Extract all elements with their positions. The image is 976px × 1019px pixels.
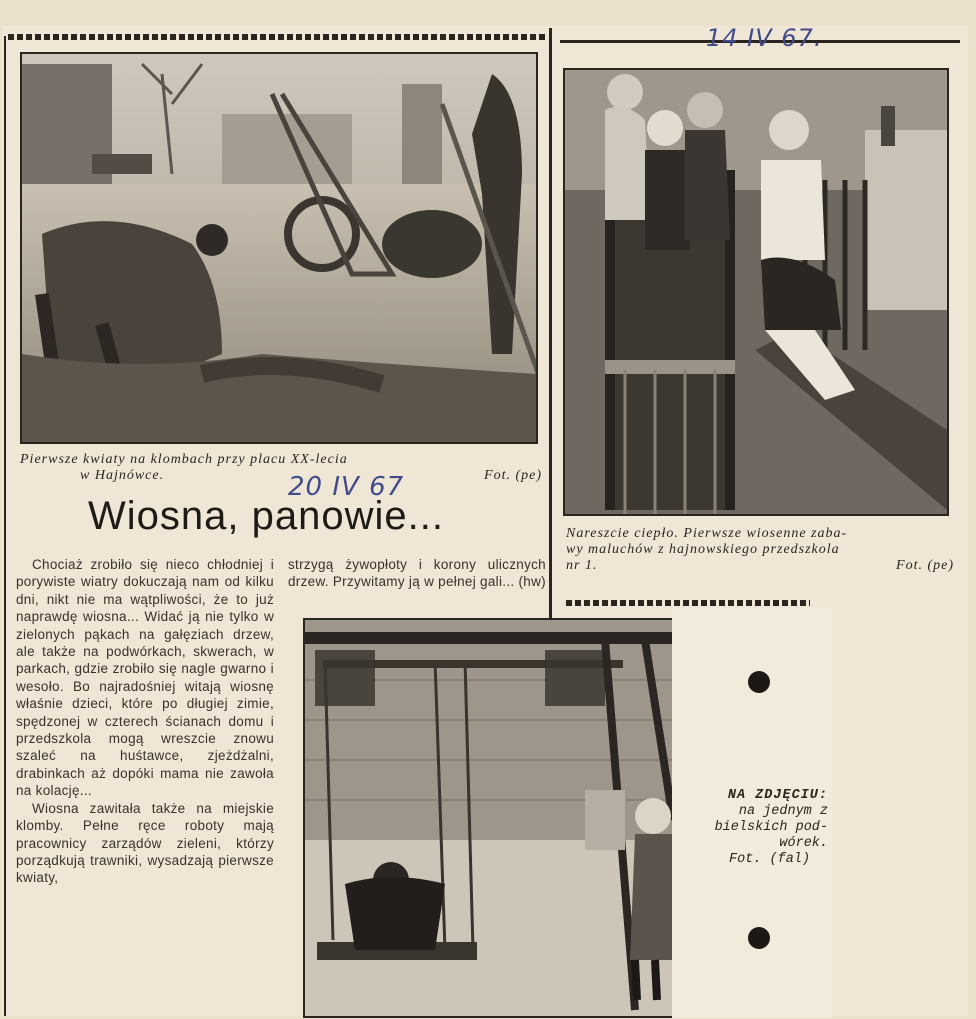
handwritten-date-mid: 20 IV 67 — [288, 472, 405, 502]
photo-gardeners-planting — [20, 52, 538, 444]
photo2-caption-line2: wy maluchów z hajnowskiego przedszkola — [566, 542, 840, 557]
article-column-1 — [16, 556, 274, 887]
photo-gardeners-image — [22, 54, 536, 442]
side-caption-credit: Fot. (fal) — [728, 852, 810, 867]
article-paragraph-3: strzygą żywopłoty i korony ulicznych drzew. Przywitamy ją w pełnej gali... (hw) — [288, 557, 546, 590]
photo1-credit: Fot. (pe) — [484, 468, 542, 483]
photo1-caption-line1: Pierwsze kwiaty na klombach przy placu XX-lecia — [20, 452, 348, 467]
article-column-2 — [288, 556, 546, 591]
photo2-caption-line1: Nareszcie ciepło. Pierwsze wiosenne zaba- — [566, 526, 848, 541]
column-divider — [549, 28, 552, 618]
bullet-dot-top — [748, 671, 770, 693]
article-headline: Wiosna, panowie... — [88, 494, 444, 538]
photo-slide-image — [565, 70, 947, 514]
right-caption-bottom-rule — [566, 600, 810, 606]
side-caption-line3: bielskich pod- — [714, 820, 828, 835]
left-edge-rule — [4, 36, 6, 1016]
article-paragraph-1: Chociaż zrobiło się nieco chłodniej i porywiste wiatry dokuczają nam od kilku dni, nikt nie ma wątpliwości, że to już naprawdę wiosna... Widać ją nie tylko w zielonych pąkach na gałęziach drzew, ale także na podwórkach, skwerach, w parkach, gdzie zrobiło się nagle gwarno i wesoło. Bo najradośniej witają wiosnę właśnie dzieci, które po długiej zimie, spędzonej w czterech ścianach domu i przedszkola mogą wreszcie znowu szaleć na huśtawce, zjeżdżalni, drabinkach aż dopóki mama nie zawoła na kolację... — [16, 557, 274, 799]
side-caption-title: NA ZDJĘCIU: — [727, 788, 828, 803]
photo2-caption — [566, 526, 958, 574]
top-left-wavy-rule — [8, 34, 548, 40]
photo-child-on-swing — [303, 618, 675, 1018]
photo2-caption-line3: nr 1. — [566, 558, 598, 573]
side-caption-line4: wórek. — [779, 836, 828, 851]
photo1-caption-line2: w Hajnówce. — [80, 468, 165, 483]
bullet-dot-bottom — [748, 927, 770, 949]
photo2-credit: Fot. (pe) — [896, 558, 954, 573]
side-caption-line2: na jednym z — [738, 804, 828, 819]
handwritten-date-top: 14 IV 67. — [706, 24, 823, 52]
side-caption — [688, 788, 828, 868]
photo-kids-on-slide — [563, 68, 949, 516]
article-paragraph-2: Wiosna zawitała także na miejskie klomby. Pełne ręce roboty mają pracownicy zarządów zieleni, którzy porządkują trawniki, wysadzają pierwsze kwiaty, — [16, 800, 274, 886]
photo-swing-image — [305, 620, 673, 1016]
photo1-caption — [20, 452, 544, 484]
